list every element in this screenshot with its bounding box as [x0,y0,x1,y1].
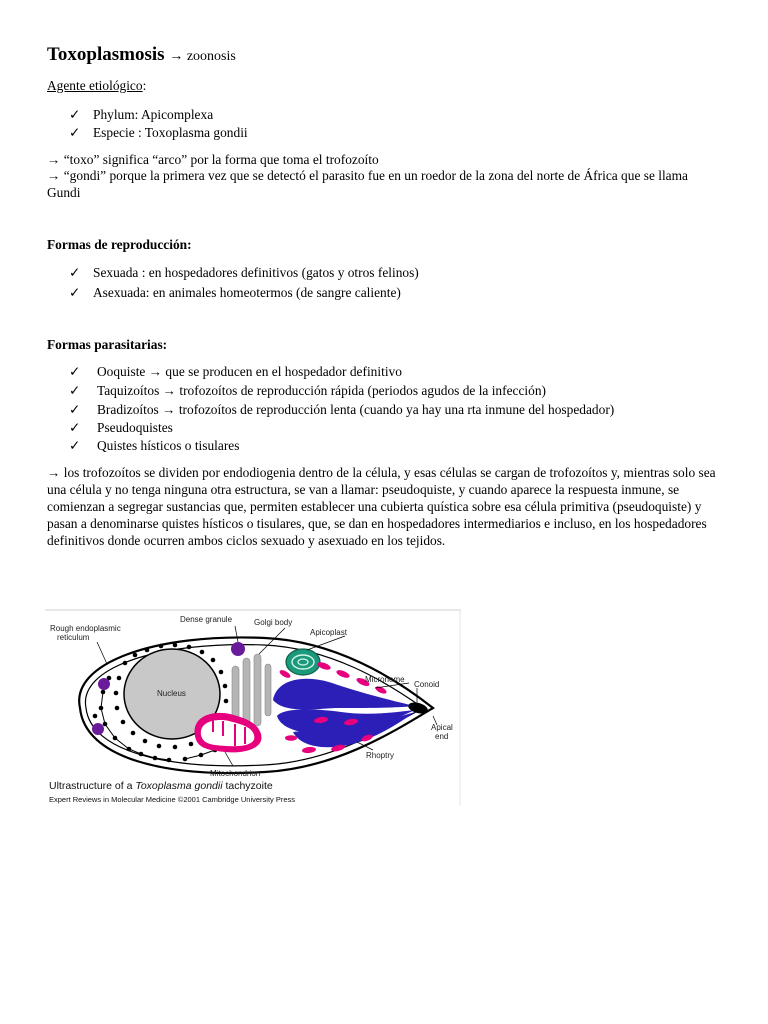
check-icon: ✓ [69,107,81,122]
label-nucleus: Nucleus [157,689,186,698]
check-icon: ✓ [69,402,81,417]
label-mitochondrion: Mitochondrion [210,769,261,778]
parasitarias-item: Taquizoítos → trofozoítos de reproducción rápida (periodos agudos de la infección) [97,383,546,398]
check-icon: ✓ [69,438,81,453]
golgi-body [232,654,271,726]
reproduccion-heading: Formas de reproducción: [47,237,192,252]
check-icon: ✓ [69,420,81,435]
body-paragraph: → los trofozoítos se dividen por endodiogenia dentro de la célula, y esas células se cargan de trofozoítos y, mientras solo sea una célula y no tenga ninguna otra estructura, se van a llamar: pseudoquiste, y cuando aparece la respuesta inmune, se comienzan a segregar sustancias que, permiten establecer una cubierta quística sobre esa célula primitiva (pseudoquiste) y pasan a denominarse quistes hísticos o tisulares, que, se dan en hospedadores intermediarios e incluso, en los hospedadores definitivos donde ocurren ambos ciclos sexuado y asexuado en los tejidos. [47,465,716,548]
reproduccion-item: Asexuada: en animales homeotermos (de sangre caliente) [93,285,401,300]
apicoplast [286,649,320,675]
label-golgi-body: Golgi body [254,618,293,627]
check-icon: ✓ [69,383,81,398]
dense-granule [231,642,245,656]
caption-pre: Ultrastructure of a [49,780,136,792]
title-main: Toxoplasmosis [47,44,165,65]
label-rhoptry: Rhoptry [366,751,395,760]
parasitarias-item: Pseudoquistes [97,420,173,435]
label-rough-er-2: reticulum [57,633,90,642]
label-conoid: Conoid [414,680,440,689]
check-icon: ✓ [69,364,81,379]
parasitarias-item: Bradizoítos → trofozoítos de reproducción lenta (cuando ya hay una rta inmune del hospedador) [97,402,615,417]
label-apical: Apical [431,723,453,732]
note-line: → “gondi” porque la primera vez que se detectó el parasito fue en un roedor de la zona del norte de África que se llama Gundi [47,168,688,200]
check-icon: ✓ [69,265,81,280]
document-title [47,44,236,66]
agente-heading-colon: : [142,78,147,93]
tachyzoite-figure [45,608,461,806]
label-dense-granule: Dense granule [180,615,233,624]
agente-heading [47,77,146,94]
tachyzoite-diagram [45,608,461,806]
dense-granule [98,678,110,690]
reproduccion-item: Sexuada : en hospedadores definitivos (gatos y otros felinos) [93,265,419,280]
agente-item: Especie : Toxoplasma gondii [93,125,248,140]
parasitarias-item: Quistes hísticos o tisulares [97,438,240,453]
label-apical-end: end [435,732,449,741]
note-line: → “toxo” significa “arco” por la forma que toma el trofozoíto [47,152,379,167]
label-rough-er: Rough endoplasmic [50,624,121,633]
agente-item: Phylum: Apicomplexa [93,107,214,122]
figure-caption [49,780,273,792]
label-apicoplast: Apicoplast [310,628,347,637]
agente-heading-text: Agente etiológico [47,78,143,93]
check-icon: ✓ [69,285,81,300]
figure-credit: Expert Reviews in Molecular Medicine ©2001 Cambridge University Press [49,795,296,804]
check-icon: ✓ [69,125,81,140]
caption-post: tachyzoite [222,780,273,792]
dense-granule [92,723,104,735]
caption-species: Toxoplasma gondii [135,780,223,792]
title-suffix: → zoonosis [169,49,236,64]
parasitarias-heading: Formas parasitarias: [47,337,168,352]
mitochondrion [195,713,262,753]
label-microneme: Microneme [365,675,405,684]
parasitarias-item: Ooquiste → que se producen en el hospedador definitivo [97,364,402,379]
